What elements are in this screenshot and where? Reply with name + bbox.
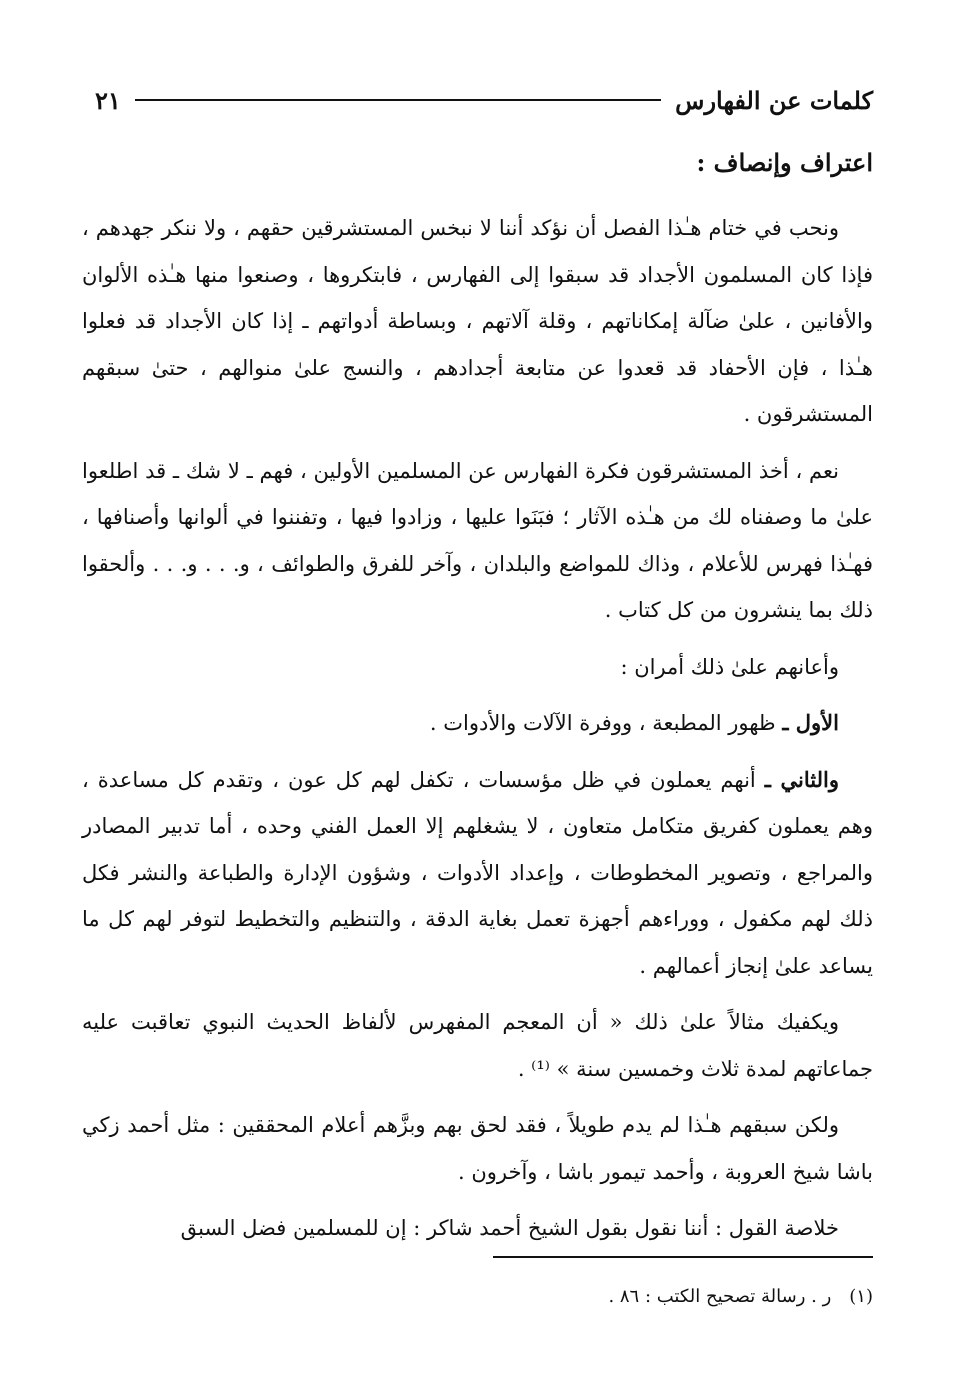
paragraph-text: نعم ، أخذ المستشرقون فكرة الفهارس عن المسلمين الأولين ، فهم ـ لا شك ـ قد اطلعوا علىٰ ما وصفناه لك من هـٰذه الآثار ؛ فبَنَوا عليها ، وزادوا فيها ، وتفننوا في ألوانها وأصنافها ، فهـٰذا فهرس للأعلام ، وذاك للمواضع والبلدان ، وآخر للفرق والطوائف ، و. . . و. . . وألحقوا ذلك بما ينشرون من كل كتاب . — [82, 458, 873, 622]
paragraph-text: أنهم يعملون في ظل مؤسسات ، تكفل لهم كل عون ، وتقدم كل مساعدة ، وهم يعملون كفريق متكامل متعاون ، لا يشغلهم إلا العمل الفني وحده ، أما تدبير المصادر والمراجع ، وتصوير المخطوطات ، وإعداد الأدوات ، وشؤون الإدارة والطباعة والنشر فكل ذلك لهم مكفول ، ووراءهم أجهزة تعمل بغاية الدقة ، والتنظيم والتخطيط لتوفر لهم كل ما يساعد علىٰ إنجاز أعمالهم . — [82, 767, 873, 978]
paragraph — [82, 757, 873, 990]
footnote-text: ر . رسالة تصحيح الكتب : ٨٦ . — [608, 1286, 832, 1307]
paragraph-lead: الأول ـ — [782, 710, 839, 735]
body-text — [82, 205, 873, 1262]
paragraph — [82, 700, 873, 747]
paragraph — [82, 205, 873, 438]
running-head — [95, 80, 873, 120]
footnote-rule — [493, 1256, 873, 1258]
paragraph — [82, 999, 873, 1092]
paragraph — [82, 644, 873, 691]
page-number: ٢١ — [95, 85, 121, 115]
running-head-title: كلمات عن الفهارس — [675, 85, 873, 115]
paragraph-text: ولكن سبقهم هـٰذا لم يدم طويلاً ، فقد لحق بهم وبزَّهم أعلام المحققين : مثل أحمد زكي باشا شيخ العروبة ، وأحمد تيمور باشا ، وآخرون . — [82, 1113, 873, 1184]
section-heading: اعتراف وإنصاف : — [696, 148, 873, 177]
paragraph-text: خلاصة القول : أننا نقول بقول الشيخ أحمد شاكر : إن للمسلمين فضل السبق — [180, 1216, 839, 1240]
footnote — [82, 1282, 873, 1312]
footnote-marker: (١) — [849, 1286, 873, 1307]
paragraph — [82, 1205, 873, 1252]
paragraph-text: ظهور المطبعة ، ووفرة الآلات والأدوات . — [429, 711, 776, 735]
paragraph-text: وأعانهم علىٰ ذلك أمران : — [620, 654, 839, 679]
paragraph-text: ويكفيك مثالاً علىٰ ذلك « أن المعجم المفهرس لألفاظ الحديث النبوي تعاقبت عليه جماعاتهم لمدة ثلاث وخمسين سنة » ⁽¹⁾ . — [82, 1010, 873, 1081]
paragraph — [82, 1102, 873, 1195]
paragraph — [82, 448, 873, 634]
paragraph-lead: والثاني ـ — [764, 766, 839, 792]
header-rule — [135, 99, 661, 101]
paragraph-text: ونحب في ختام هـٰذا الفصل أن نؤكد أننا لا نبخس المستشرقين حقهم ، ولا ننكر جهدهم ، فإذا كان المسلمون الأجداد قد سبقوا إلى الفهارس ، فابتكروها ، وصنعوا منها هـٰذه الألوان والأفانين ، علىٰ ضآلة إمكاناتهم ، وقلة آلاتهم ، وبساطة أدواتهم ـ إذا كان الأجداد قد فعلوا هـٰذا ، فإن الأحفاد قد قعدوا عن متابعة أجدادهم ، والنسج علىٰ منوالهم ، حتىٰ سبقهم المستشرقون . — [82, 216, 873, 426]
